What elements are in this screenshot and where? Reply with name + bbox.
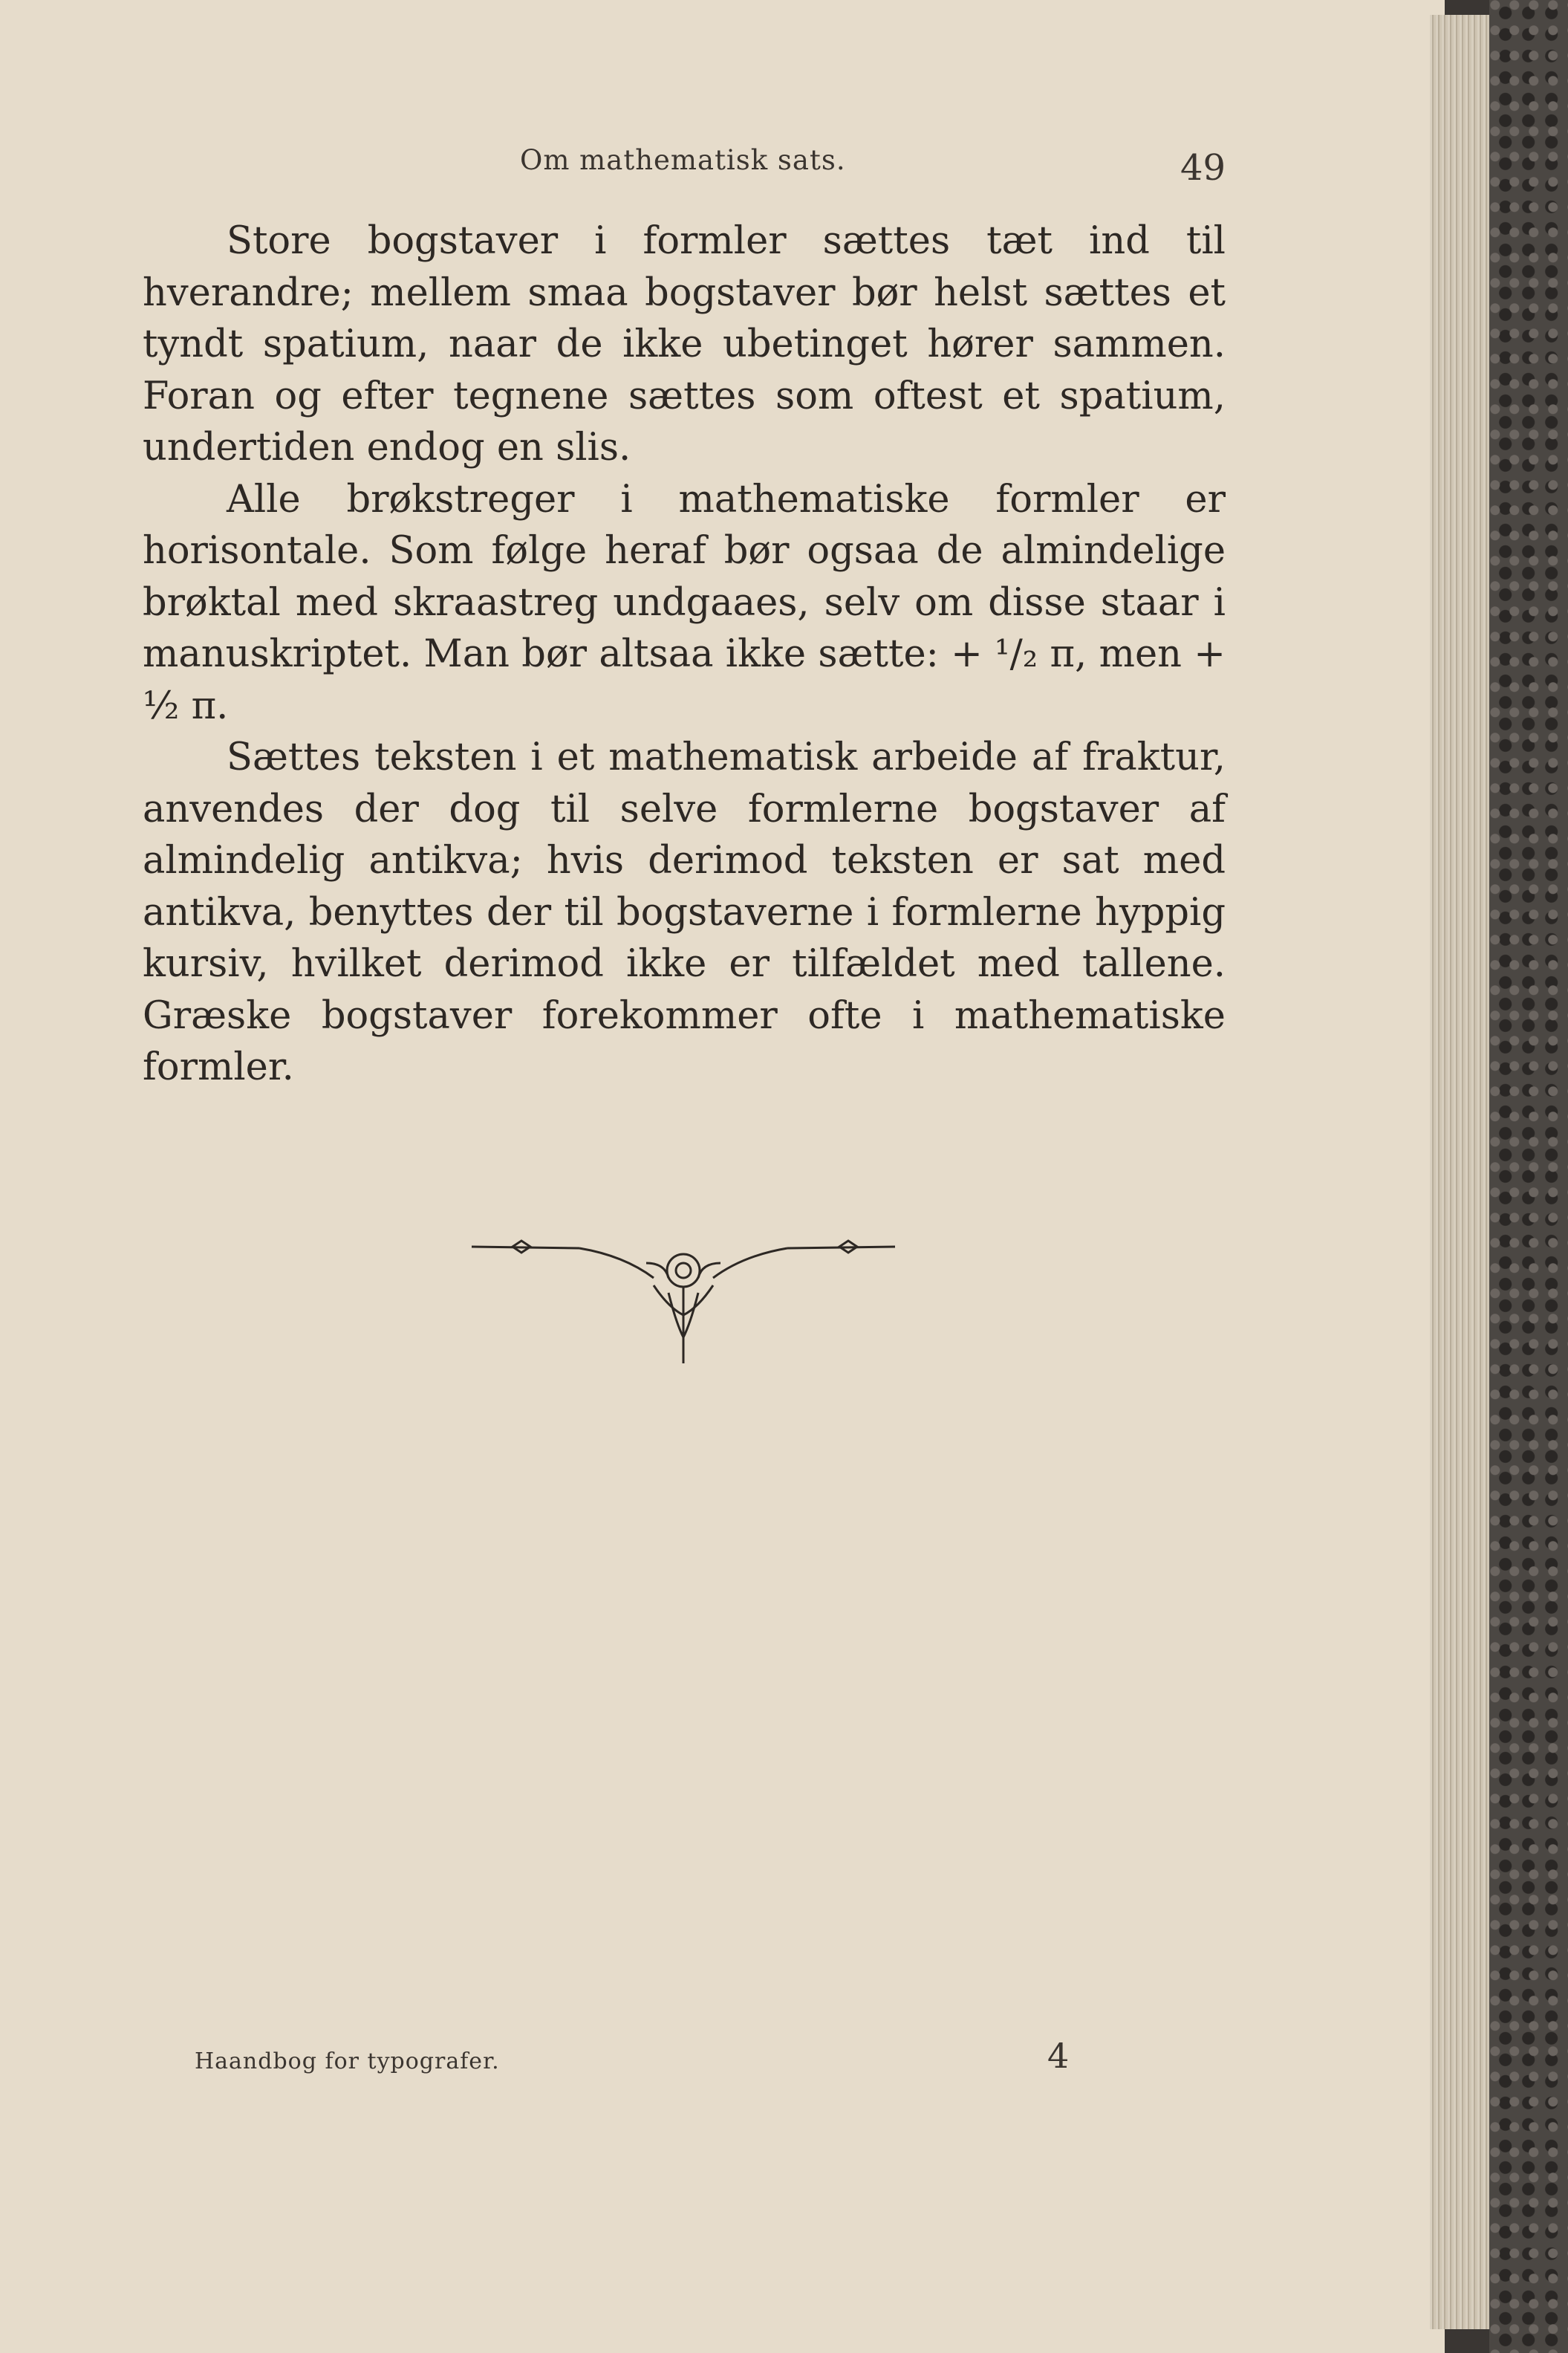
page-number: 49 [1180,147,1226,189]
paragraph: Store bogstaver i formler sættes tæt ind til hverandre; mellem smaa bogstaver bør helst sættes et tyndt spatium, naar de ikke ubetinget hører sammen. Foran og efter tegnene sættes som oftest et spatium, undertiden endog en slis. [143,219,1226,470]
signature-mark: 4 [1047,2036,1070,2076]
book-cover-edge [1489,0,1568,2353]
running-head: Om mathematisk sats. [520,144,846,176]
page-edges [1430,15,1489,2329]
body-text [143,215,1226,1094]
conjunction: men [1099,632,1182,676]
formula-slash-fraction: + ¹/₂ π, [951,632,1087,676]
paragraph [143,474,1226,733]
paragraph-text: Alle brøkstreger i mathematiske formler er horisontale. Som følge heraf bør ogsaa de almindelige brøktal med skraastreg undgaaes, selv om disse staar i manuskriptet. Man bør altsaa ikke sætte: [143,477,1226,676]
paragraph: Sættes teksten i et mathematisk arbeide af fraktur, anvendes der dog til selve formlerne bogstaver af almindelig antikva; hvis derimod teksten er sat med antikva, benyttes der til bogstaverne i formlerne hyppig kursiv, hvilket derimod ikke er tilfældet med tallene. Græske bogstaver forekommer ofte i mathematiske formler. [143,736,1226,1089]
ornament-vignette-icon [468,1233,899,1367]
footer-book-title: Haandbog for typografer. [195,2048,500,2074]
formula-stacked-fraction: + ½ π. [143,632,1226,728]
